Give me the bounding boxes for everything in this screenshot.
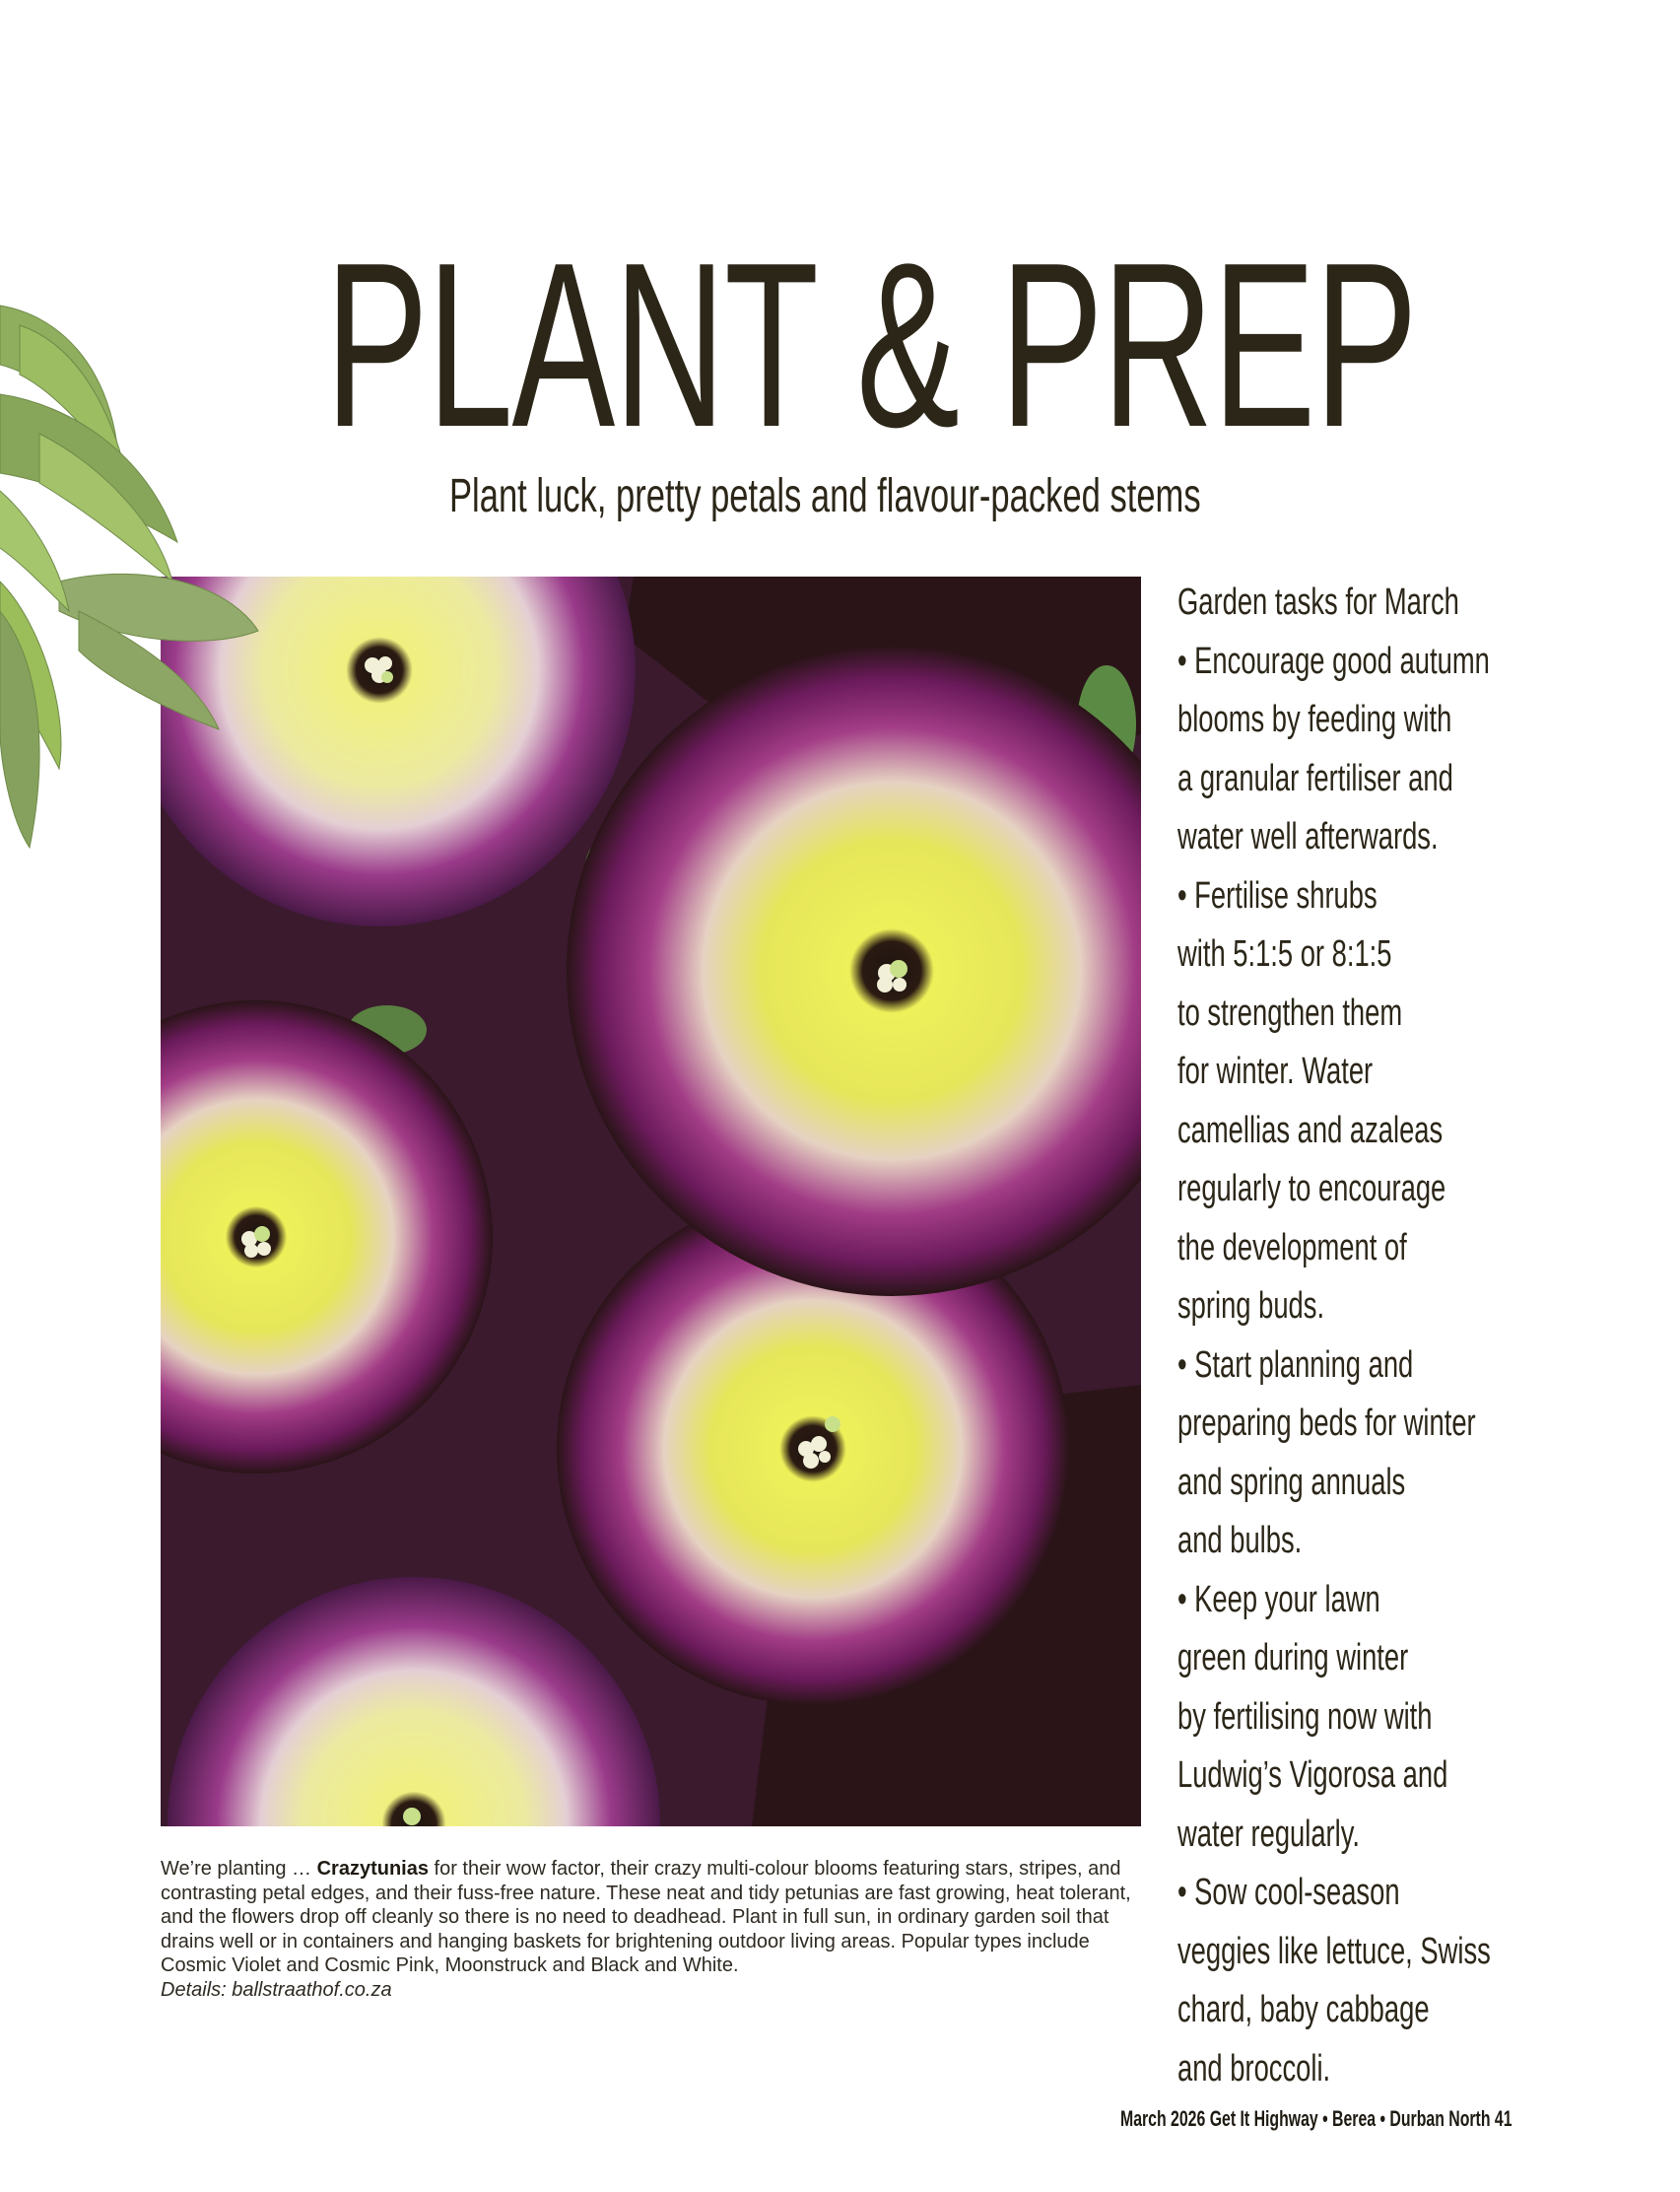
page-subtitle: Plant luck, pretty petals and flavour-packed stems: [449, 470, 1201, 522]
task-line: • Start planning and: [1177, 1343, 1414, 1386]
task-line: Ludwig’s Vigorosa and: [1177, 1754, 1448, 1796]
task-line: chard, baby cabbage: [1177, 1989, 1430, 2030]
task-line: to strengthen them: [1177, 992, 1403, 1034]
task-line: and spring annuals: [1177, 1461, 1406, 1503]
task-line: a granular fertiliser and: [1177, 757, 1453, 799]
photo-caption: [161, 1857, 1156, 2002]
task-line: by fertilising now with: [1177, 1695, 1433, 1738]
task-line: the development of: [1177, 1226, 1407, 1268]
leaf-cluster-icon: [0, 286, 266, 857]
task-line: camellias and azaleas: [1177, 1109, 1444, 1151]
flower-photo: [161, 577, 1141, 1826]
task-line: green during winter: [1177, 1637, 1409, 1678]
task-line: regularly to encourage: [1177, 1168, 1446, 1209]
caption-details-link[interactable]: Details: ballstraathof.co.za: [161, 1978, 392, 2001]
caption-body: for their wow factor, their crazy multi-colour blooms featuring stars, stripes, and contrasting petal edges, and their fuss-free nature. These neat and tidy petunias are fast growing, heat tolerant, and the flowers drop off cleanly so there is no need to deadhead. Plant in full sun, in ordinary garden soil that drains well or in containers and hanging baskets for brightening outdoor living areas. Popular types include Cosmic Violet and Cosmic Pink, Moonstruck and Black and White.: [161, 1858, 1131, 1976]
caption-intro: We’re planting …: [161, 1858, 317, 1880]
page-title: PLANT & PREP: [325, 215, 1417, 476]
task-line: blooms by feeding with: [1177, 699, 1452, 740]
task-line: water regularly.: [1177, 1813, 1361, 1855]
garden-tasks-column: [1177, 574, 1591, 2098]
task-line: preparing beds for winter: [1177, 1403, 1476, 1444]
task-line: for winter. Water: [1177, 1051, 1374, 1092]
task-line: • Sow cool-season: [1177, 1872, 1400, 1913]
page-footer: March 2026 Get It Highway • Berea • Durban North 41: [1120, 2106, 1512, 2131]
caption-highlight: Crazytunias: [316, 1858, 429, 1880]
task-line: • Encourage good autumn: [1177, 640, 1490, 682]
task-line: veggies like lettuce, Swiss: [1177, 1930, 1491, 1972]
task-line: and broccoli.: [1177, 2047, 1331, 2089]
task-line: • Keep your lawn: [1177, 1578, 1380, 1620]
task-line: water well afterwards.: [1177, 816, 1439, 857]
task-line: spring buds.: [1177, 1285, 1325, 1327]
task-line: and bulbs.: [1177, 1520, 1303, 1561]
task-line: • Fertilise shrubs: [1177, 874, 1378, 917]
task-line: with 5:1:5 or 8:1:5: [1177, 933, 1392, 975]
tasks-heading: Garden tasks for March: [1177, 582, 1459, 623]
